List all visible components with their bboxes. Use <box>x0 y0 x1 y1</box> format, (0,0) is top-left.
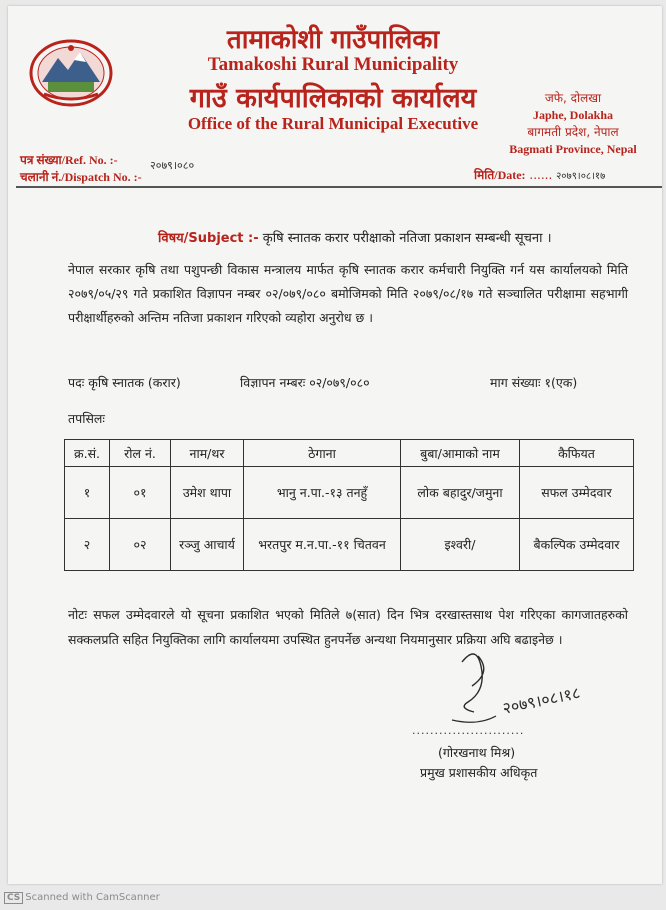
cell-roll: ०२ <box>110 519 171 571</box>
demand-count: माग संख्याः १(एक) <box>490 375 578 390</box>
address-line-ne-2: बागमती प्रदेश, नेपाल <box>527 125 619 139</box>
header-divider <box>16 186 662 188</box>
cell-serial: २ <box>65 519 110 571</box>
table-header-row <box>65 440 634 467</box>
letter-page <box>8 6 662 884</box>
table-row <box>65 467 634 519</box>
camscanner-watermark <box>4 892 160 904</box>
office-name-english: Office of the Rural Municipal Executive <box>187 114 479 133</box>
reference-block <box>20 152 142 186</box>
subject-label: विषय/Subject :- <box>158 231 259 246</box>
notice-body: नेपाल सरकार कृषि तथा पशुपन्छी विकास मन्त्रालय मार्फत कृषि स्नातक करार कर्मचारी नियुक्ति गर्न यस कार्यालयको मिति २०७९/०५/२९ गते प्रकाशित विज्ञापन नम्बर ०२/०७९/०८० बमोजिमको मिति २०७९/०८/१७ गते सञ्चालित परीक्षामा सहभागी परीक्षार्थीहरुको अन्तिम नतिजा प्रकाशन गरिएको व्यहोरा अनुरोध छ । <box>68 262 628 325</box>
ref-no-value: २०७९।०८० <box>150 159 195 172</box>
col-name: नाम/थर <box>171 440 244 467</box>
col-remarks: कैफियत <box>520 440 634 467</box>
results-table <box>64 439 634 571</box>
ref-no-label: पत्र संख्या/Ref. No. :- <box>20 153 118 167</box>
col-parents: बुबा/आमाको नाम <box>401 440 520 467</box>
office-name-nepali: गाउँ कार्यपालिकाको कार्यालय <box>189 83 477 114</box>
handwritten-date: २०७९।०८।१८ <box>500 682 582 718</box>
table-row <box>65 519 634 571</box>
signatory-name: (गोरखनाथ मिश्र) <box>438 745 516 760</box>
cell-remarks: बैकल्पिक उम्मेदवार <box>520 519 634 571</box>
date-block <box>474 166 605 183</box>
address-line-ne-1: जफे, दोलखा <box>544 91 602 105</box>
date-label: मिति/Date: <box>474 168 526 182</box>
cell-roll: ०१ <box>110 467 171 519</box>
cell-name: रञ्जु आचार्य <box>171 519 244 571</box>
advertisement-number: विज्ञापन नम्बरः ०२/०७९/०८० <box>240 375 370 390</box>
cell-address: भानु न.पा.-१३ तनहुँ <box>244 467 401 519</box>
cell-serial: १ <box>65 467 110 519</box>
subject-line <box>158 228 552 246</box>
address-line-en-1: Japhe, Dolakha <box>532 108 614 122</box>
col-address: ठेगाना <box>244 440 401 467</box>
date-value: २०७९।०८।१७ <box>556 171 606 182</box>
signature-dots: ......................... <box>412 724 525 737</box>
cell-name: उमेश थापा <box>171 467 244 519</box>
post-field: पदः कृषि स्नातक (करार) <box>68 375 181 390</box>
cell-remarks: सफल उम्मेदवार <box>520 467 634 519</box>
dispatch-no-label: चलानी नं./Dispatch No. :- <box>20 170 142 184</box>
col-roll: रोल नं. <box>110 440 171 467</box>
org-name-nepali: तामाकोशी गाउँपालिका <box>226 25 440 55</box>
address-line-en-2: Bagmati Province, Nepal <box>509 142 637 156</box>
signatory-title: प्रमुख प्रशासकीय अधिकृत <box>420 765 538 780</box>
col-serial: क्र.सं. <box>65 440 110 467</box>
org-name-english: Tamakoshi Rural Municipality <box>207 54 459 75</box>
cell-parents: लोक बहादुर/जमुना <box>401 467 520 519</box>
camscanner-text: Scanned with CamScanner <box>25 892 160 903</box>
municipal-emblem-icon <box>28 38 114 108</box>
note-text: नोटः सफल उम्मेदवारले यो सूचना प्रकाशित भएको मितिले ७(सात) दिन भित्र दरखास्तसाथ पेश गरिएका कागजातहरुको सक्कलप्रति सहित नियुक्तिका लागि कार्यालयमा उपस्थित हुनपर्नेछ अन्यथा नियमानुसार प्रक्रिया अघि बढाइनेछ । <box>68 607 628 647</box>
cell-parents: इश्वरी/ <box>401 519 520 571</box>
camscanner-logo-icon: CS <box>4 892 23 904</box>
subject-text: कृषि स्नातक करार परीक्षाको नतिजा प्रकाशन सम्बन्धी सूचना । <box>262 231 552 246</box>
cell-address: भरतपुर म.न.पा.-११ चितवन <box>244 519 401 571</box>
date-dots: ...... <box>529 168 553 182</box>
details-heading: तपसिलः <box>68 411 105 426</box>
office-address <box>498 90 648 158</box>
